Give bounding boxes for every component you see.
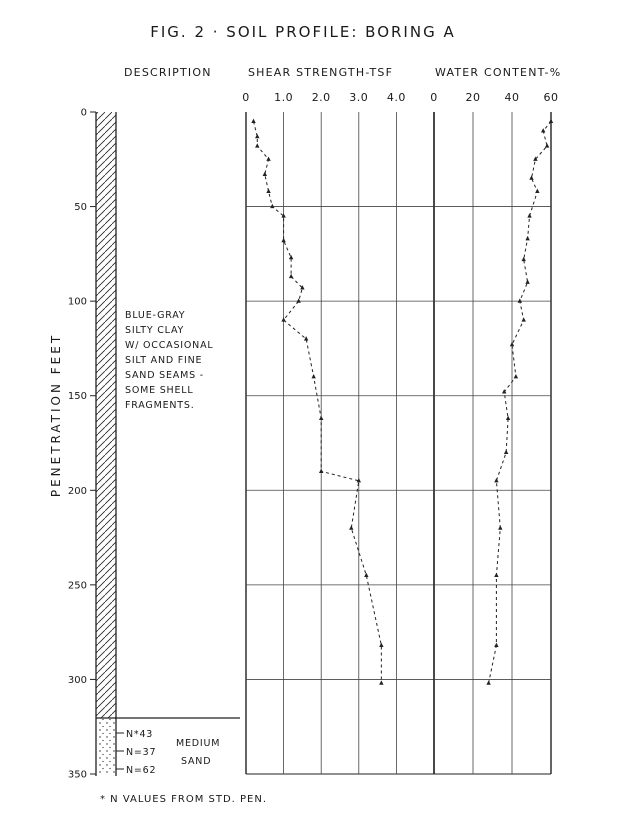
sand-layer — [96, 718, 116, 774]
data-point — [311, 374, 315, 378]
data-point — [498, 525, 502, 529]
data-point — [502, 389, 506, 393]
description-header: DESCRIPTION — [124, 66, 212, 79]
data-point — [494, 478, 498, 482]
shear-strength-chart — [242, 91, 434, 774]
data-point — [266, 189, 270, 193]
x-tick-label: 40 — [504, 91, 520, 104]
data-point — [527, 213, 531, 217]
data-point — [281, 238, 285, 242]
depth-tick-label: 100 — [67, 296, 87, 308]
data-point — [541, 128, 545, 132]
clay-description-line: SILT AND FINE — [125, 355, 203, 366]
boring-column — [96, 112, 240, 776]
data-point — [281, 213, 285, 217]
data-point — [486, 680, 490, 684]
x-tick-label: 3.0 — [349, 91, 369, 104]
data-point — [319, 469, 323, 473]
data-point — [251, 119, 255, 123]
data-point — [364, 573, 368, 577]
depth-tick-label: 350 — [67, 769, 87, 781]
depth-tick-label: 150 — [67, 391, 87, 403]
data-point — [255, 134, 259, 138]
x-tick-label: 1.0 — [274, 91, 294, 104]
data-point — [525, 236, 529, 240]
spt-value: N=62 — [126, 765, 157, 776]
clay-description-line: BLUE-GRAY — [125, 310, 186, 321]
water-content-header: WATER CONTENT-% — [435, 66, 562, 79]
data-point — [319, 416, 323, 420]
footnote: * N VALUES FROM STD. PEN. — [100, 794, 268, 805]
data-point — [289, 255, 293, 259]
data-point — [281, 317, 285, 321]
x-tick-label: 60 — [543, 91, 559, 104]
sand-description — [176, 738, 220, 767]
data-point — [255, 143, 259, 147]
water-content-chart — [430, 91, 558, 774]
data-point — [296, 298, 300, 302]
depth-tick-label: 50 — [74, 202, 87, 214]
data-point — [522, 317, 526, 321]
data-point — [535, 189, 539, 193]
data-point — [518, 298, 522, 302]
data-point — [522, 257, 526, 261]
data-point — [506, 416, 510, 420]
depth-tick-label: 250 — [67, 580, 87, 592]
data-point — [379, 643, 383, 647]
series-line — [489, 121, 551, 683]
x-tick-label: 0 — [242, 91, 250, 104]
data-point — [289, 274, 293, 278]
data-point — [270, 204, 274, 208]
data-point — [349, 525, 353, 529]
depth-tick-label: 0 — [80, 107, 87, 119]
clay-description-line: W/ OCCASIONAL — [125, 340, 214, 351]
data-point — [263, 172, 267, 176]
clay-description-line: SAND SEAMS - — [125, 370, 204, 381]
data-point — [494, 573, 498, 577]
depth-tick-label: 200 — [67, 485, 87, 497]
data-point — [494, 643, 498, 647]
x-tick-label: 4.0 — [386, 91, 406, 104]
shear-strength-header: SHEAR STRENGTH-TSF — [248, 66, 394, 79]
data-point — [529, 175, 533, 179]
data-point — [504, 450, 508, 454]
penetration-axis-label: PENETRATION FEET — [49, 332, 63, 498]
depth-tick-label: 300 — [67, 674, 87, 686]
data-point — [549, 119, 553, 123]
sand-description-line: SAND — [181, 756, 212, 767]
data-point — [304, 336, 308, 340]
data-point — [545, 143, 549, 147]
spt-value: N=37 — [126, 747, 157, 758]
data-point — [514, 374, 518, 378]
clay-description-line: SOME SHELL — [125, 385, 194, 396]
data-point — [525, 279, 529, 283]
data-point — [266, 156, 270, 160]
spt-values — [116, 729, 156, 776]
clay-description — [125, 310, 213, 411]
figure-title: FIG. 2 · SOIL PROFILE: BORING A — [150, 23, 456, 41]
depth-axis — [68, 108, 96, 781]
sand-description-line: MEDIUM — [176, 738, 221, 749]
data-point — [379, 680, 383, 684]
x-tick-label: 2.0 — [311, 91, 331, 104]
clay-description-line: FRAGMENTS. — [125, 400, 195, 411]
spt-value: N*43 — [126, 729, 154, 740]
clay-description-line: SILTY CLAY — [125, 325, 185, 336]
x-tick-label: 20 — [465, 91, 481, 104]
x-tick-label: 0 — [430, 91, 438, 104]
clay-layer — [96, 112, 116, 718]
